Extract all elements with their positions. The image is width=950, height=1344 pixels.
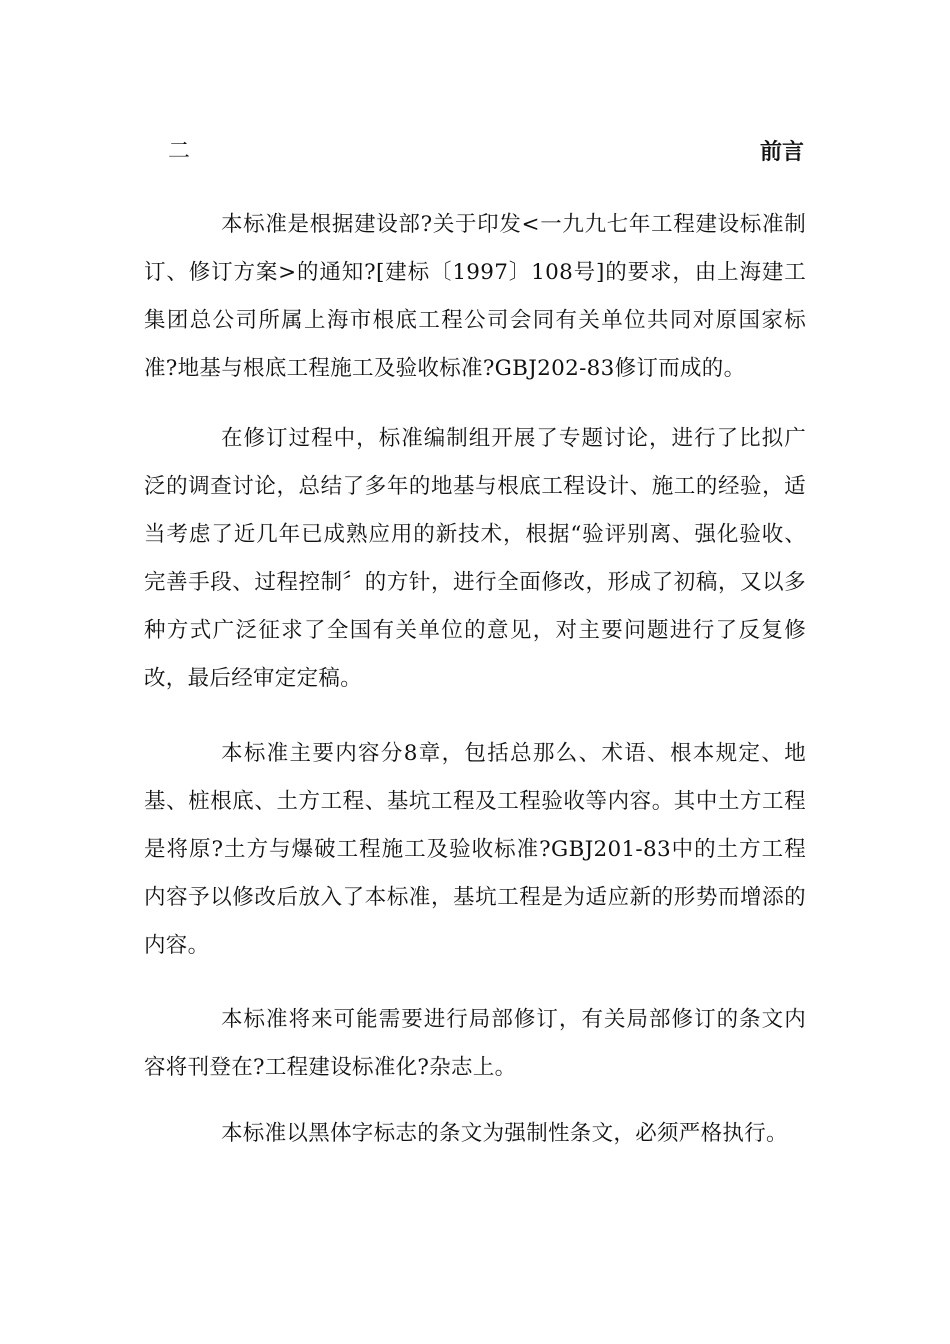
paragraph-contents: 本标准主要内容分8章，包括总那么、术语、根本规定、地基、桩根底、土方工程、基坑工程及工程验收等内容。其中土方工程是将原?土方与爆破工程施工及验收标准?GBJ201-83中的土方工程内容予以修改后放入了本标准，基坑工程是为适应新的形势而增添的内容。 <box>144 741 806 958</box>
document-body <box>144 201 806 1158</box>
paragraph-origin: 本标准是根据建设部?关于印发<一九九七年工程建设标准制订、修订方案>的通知?[建标〔1997〕108号]的要求，由上海建工集团总公司所属上海市根底工程公司会同有关单位共同对原国家标准?地基与根底工程施工及验收标准?GBJ202-83修订而成的。 <box>144 212 806 381</box>
section-title: 前言 <box>759 139 804 165</box>
paragraph-revision-process: 在修订过程中，标准编制组开展了专题讨论，进行了比拟广泛的调查讨论，总结了多年的地基与根底工程设计、施工的经验，适当考虑了近几年已成熟应用的新技术，根据“验评别离、强化验收、完善手段、过程控制〞的方针，进行全面修改，形成了初稿，又以多种方式广泛征求了全国有关单位的意见，对主要问题进行了反复修改，最后经审定定稿。 <box>144 426 806 691</box>
section-number: 二 <box>168 139 191 164</box>
paragraph-mandatory-clauses: 本标准以黑体字标志的条文为强制性条文，必须严格执行。 <box>221 1121 788 1146</box>
paragraph-future-revision: 本标准将来可能需要进行局部修订，有关局部修订的条文内容将刊登在?工程建设标准化?杂志上。 <box>144 1007 806 1080</box>
section-heading <box>168 136 804 168</box>
